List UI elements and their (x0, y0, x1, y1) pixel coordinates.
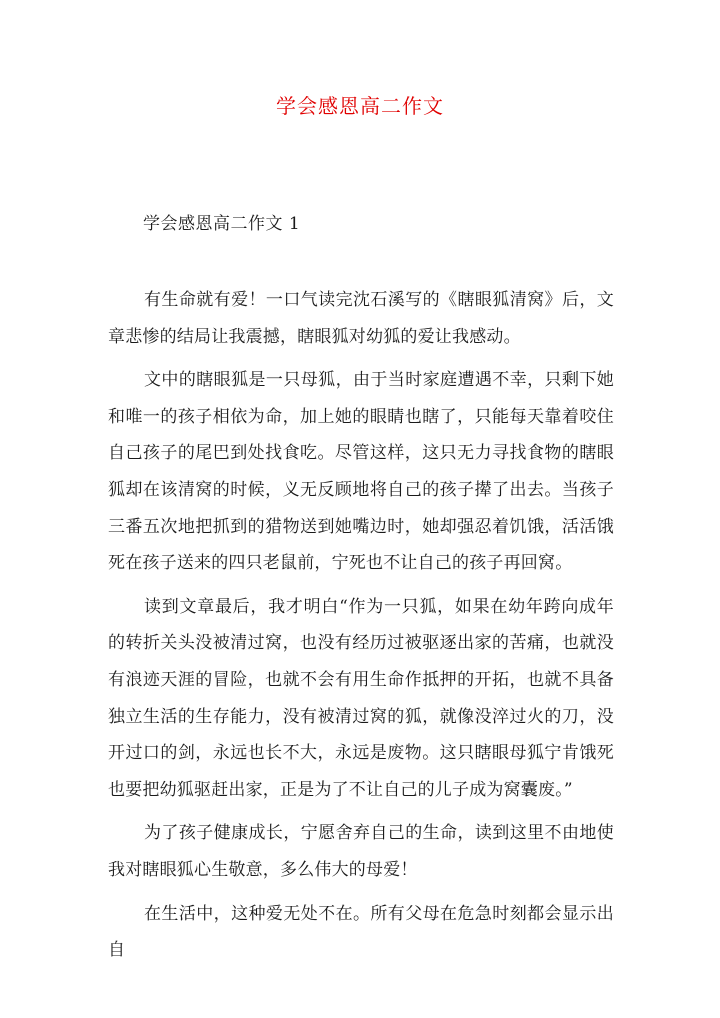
section-heading: 学会感恩高二作文 1 (143, 214, 301, 234)
document-title: 学会感恩高二作文 (276, 94, 444, 118)
paragraph-4: 为了孩子健康成长，宁愿舍弃自己的生命，读到这里不由地使我对瞎眼狐心生敬意，多么伟大的母爱！ (108, 823, 614, 880)
document-body (108, 282, 614, 976)
paragraph-1: 有生命就有爱！一口气读完沈石溪写的《瞎眼狐清窝》后，文章悲惨的结局让我震撼，瞎眼狐对幼狐的爱让我感动。 (108, 290, 614, 347)
paragraph-5: 在生活中，这种爱无处不在。所有父母在危急时刻都会显示出自 (108, 903, 614, 961)
paragraph-2: 文中的瞎眼狐是一只母狐，由于当时家庭遭遇不幸，只剩下她和唯一的孩子相依为命，加上她的眼睛也瞎了，只能每天靠着咬住自己孩子的尾巴到处找食吃。尽管这样，这只无力寻找食物的瞎眼狐却在该清窝的时候，义无反顾地将自己的孩子撵了出去。当孩子三番五次地把抓到的猎物送到她嘴边时，她却强忍着饥饿，活活饿死在孩子送来的四只老鼠前，宁死也不让自己的孩子再回窝。 (108, 370, 614, 574)
paragraph-3: 读到文章最后，我才明白“作为一只狐，如果在幼年跨向成年的转折关头没被清过窝，也没有经历过被驱逐出家的苦痛，也就没有浪迹天涯的冒险，也就不会有用生命作抵押的开拓，也就不具备独立生活的生存能力，没有被清过窝的狐，就像没淬过火的刀，没开过口的剑，永远也长不大，永远是废物。这只瞎眼母狐宁肯饿死也要把幼狐驱赶出家，正是为了不让自己的儿子成为窝囊废。” (108, 596, 614, 800)
